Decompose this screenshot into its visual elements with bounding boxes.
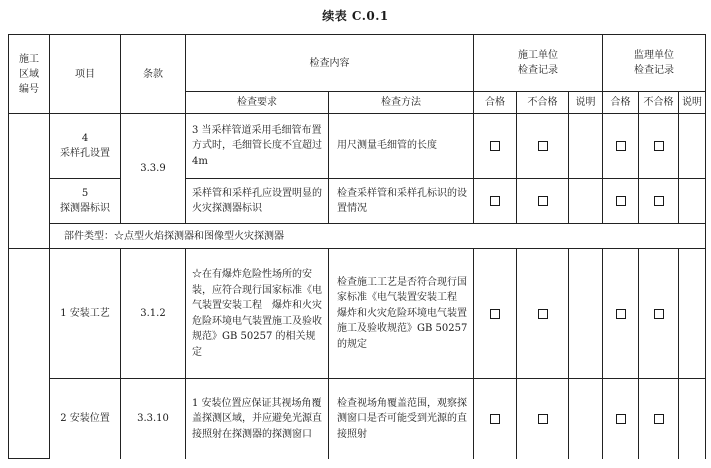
supervisor-fail-cell <box>639 179 679 224</box>
item-cell: 5 探测器标识 <box>50 179 121 224</box>
supervisor-pass-cell <box>603 249 639 379</box>
checkbox-icon[interactable] <box>654 309 664 319</box>
contractor-fail-cell <box>517 379 569 459</box>
component-type-header: 部件类型：☆点型火焰探测器和图像型火灾探测器 <box>50 224 706 249</box>
header-pass: 合格 <box>474 92 517 114</box>
header-fail: 不合格 <box>517 92 569 114</box>
checkbox-icon[interactable] <box>654 196 664 206</box>
supervisor-note-cell[interactable] <box>679 379 706 459</box>
requirement-cell: 3 当采样管道采用毛细管布置方式时，毛细管长度不宜超过4m <box>186 114 329 179</box>
requirement-cell: 采样管和采样孔应设置明显的火灾探测器标识 <box>186 179 329 224</box>
inspection-table <box>8 34 706 459</box>
checkbox-icon[interactable] <box>490 141 500 151</box>
method-cell: 用尺测量毛细管的长度 <box>329 114 474 179</box>
contractor-note-cell[interactable] <box>569 179 603 224</box>
header-requirement: 检查要求 <box>186 92 329 114</box>
header-check-content: 检查内容 <box>186 35 474 92</box>
checkbox-icon[interactable] <box>616 414 626 424</box>
area-code-cell <box>9 249 50 459</box>
header-clause: 条款 <box>121 35 186 114</box>
checkbox-icon[interactable] <box>654 141 664 151</box>
contractor-note-cell[interactable] <box>569 249 603 379</box>
contractor-pass-cell <box>474 249 517 379</box>
contractor-note-cell[interactable] <box>569 379 603 459</box>
header-contractor-record: 施工单位 检查记录 <box>474 35 603 92</box>
clause-cell: 3.3.10 <box>121 379 186 459</box>
contractor-pass-cell <box>474 179 517 224</box>
checkbox-icon[interactable] <box>538 309 548 319</box>
contractor-fail-cell <box>517 114 569 179</box>
supervisor-pass-cell <box>603 379 639 459</box>
header-pass: 合格 <box>603 92 639 114</box>
clause-cell: 3.3.9 <box>121 114 186 224</box>
requirement-cell: ☆在有爆炸危险性场所的安装，应符合现行国家标准《电气装置安装工程 爆炸和火灾危险环境电气装置施工及验收规范》GB 50257 的相关规定 <box>186 249 329 379</box>
item-cell: 1 安装工艺 <box>50 249 121 379</box>
checkbox-icon[interactable] <box>616 309 626 319</box>
method-cell: 检查施工工艺是否符合现行国家标准《电气装置安装工程 爆炸和火灾危险环境电气装置施工及验收规范》GB 50257 的规定 <box>329 249 474 379</box>
supervisor-pass-cell <box>603 179 639 224</box>
supervisor-note-cell[interactable] <box>679 249 706 379</box>
item-cell: 2 安装位置 <box>50 379 121 459</box>
header-method: 检查方法 <box>329 92 474 114</box>
contractor-fail-cell <box>517 179 569 224</box>
header-supervisor-record: 监理单位 检查记录 <box>603 35 706 92</box>
contractor-pass-cell <box>474 114 517 179</box>
header-note: 说明 <box>569 92 603 114</box>
supervisor-fail-cell <box>639 114 679 179</box>
checkbox-icon[interactable] <box>490 309 500 319</box>
checkbox-icon[interactable] <box>616 141 626 151</box>
header-area-code: 施工 区域 编号 <box>9 35 50 114</box>
header-item: 项目 <box>50 35 121 114</box>
contractor-fail-cell <box>517 249 569 379</box>
checkbox-icon[interactable] <box>490 196 500 206</box>
checkbox-icon[interactable] <box>490 414 500 424</box>
supervisor-fail-cell <box>639 249 679 379</box>
method-cell: 检查视场角覆盖范围，观察探测窗口是否可能受到光源的直接照射 <box>329 379 474 459</box>
header-note: 说明 <box>679 92 706 114</box>
contractor-pass-cell <box>474 379 517 459</box>
area-code-cell <box>9 114 50 249</box>
method-cell: 检查采样管和采样孔标识的设置情况 <box>329 179 474 224</box>
supervisor-note-cell[interactable] <box>679 114 706 179</box>
header-fail: 不合格 <box>639 92 679 114</box>
checkbox-icon[interactable] <box>654 414 664 424</box>
page-title: 续表 C.0.1 <box>322 9 389 23</box>
checkbox-icon[interactable] <box>616 196 626 206</box>
supervisor-fail-cell <box>639 379 679 459</box>
contractor-note-cell[interactable] <box>569 114 603 179</box>
clause-cell: 3.1.2 <box>121 249 186 379</box>
supervisor-pass-cell <box>603 114 639 179</box>
checkbox-icon[interactable] <box>538 141 548 151</box>
checkbox-icon[interactable] <box>538 196 548 206</box>
supervisor-note-cell[interactable] <box>679 179 706 224</box>
checkbox-icon[interactable] <box>538 414 548 424</box>
item-cell: 4 采样孔设置 <box>50 114 121 179</box>
requirement-cell: 1 安装位置应保证其视场角覆盖探测区域，并应避免光源直接照射在探测器的探测窗口 <box>186 379 329 459</box>
